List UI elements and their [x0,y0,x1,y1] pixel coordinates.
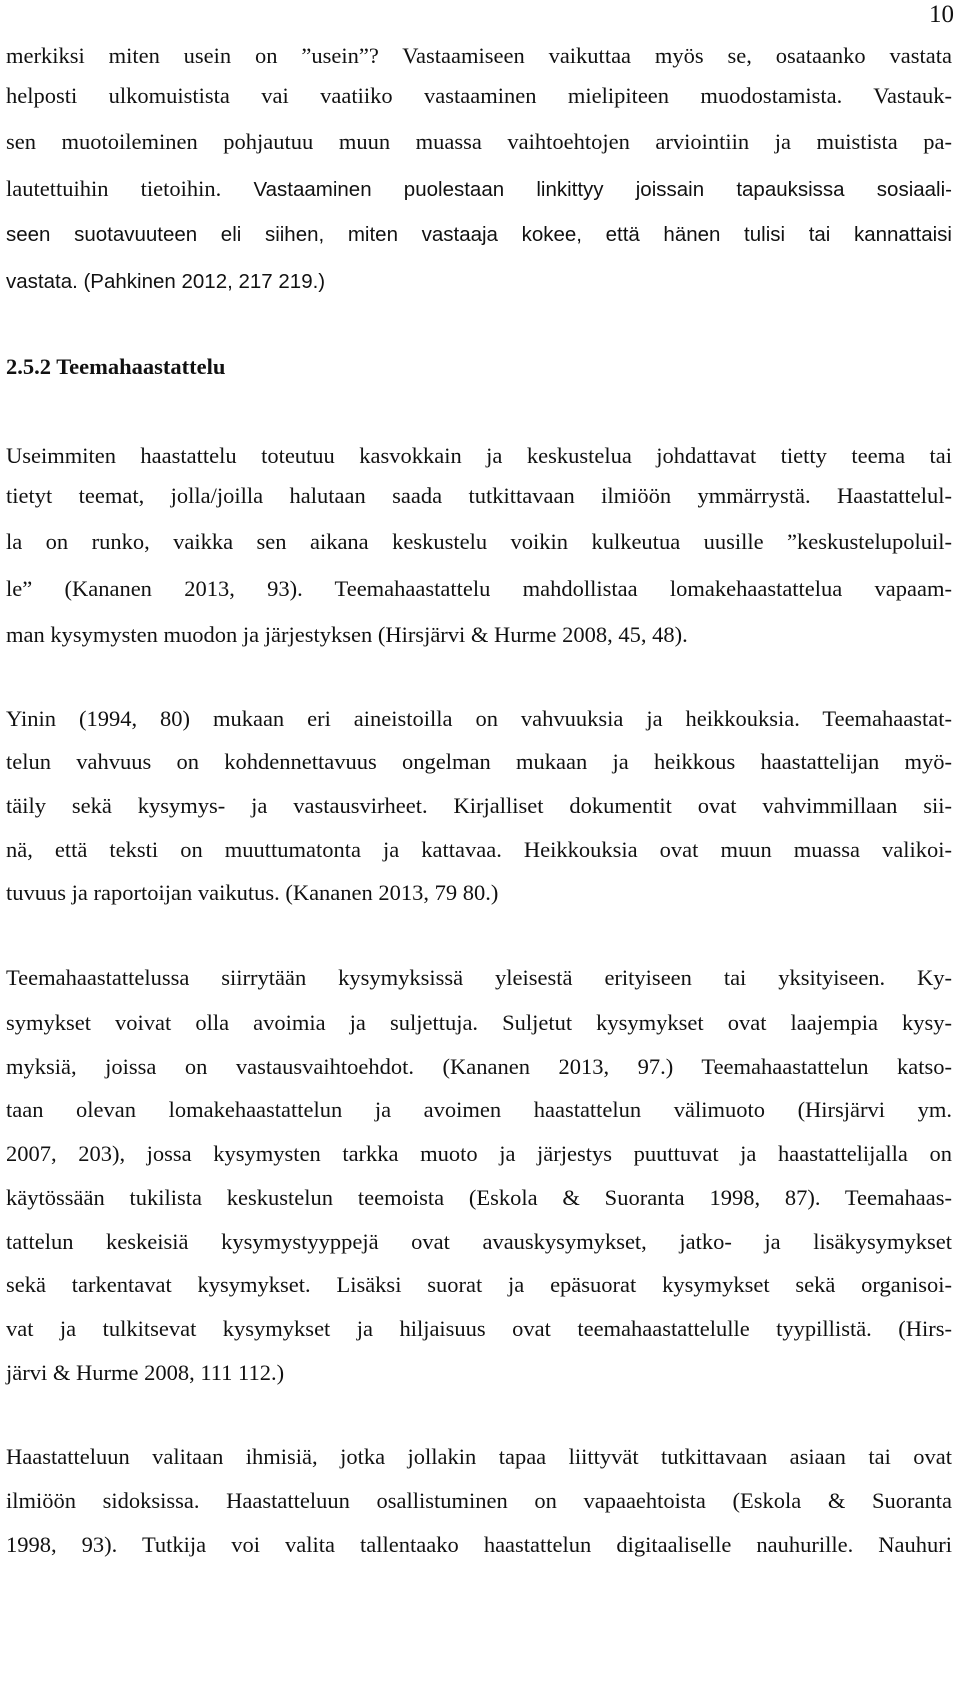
intro-paragraph-line: vastata. (Pahkinen 2012, 217 219.) [6,270,326,293]
paragraph-line: Yinin (1994, 80) mukaan eri aineistoilla on vahvuuksia ja heikkouksia. Teemahaastat- [6,706,952,731]
paragraph-line: järvi & Hurme 2008, 111 112.) [6,1360,285,1385]
paragraph-line: tattelun keskeisiä kysymystyyppejä ovat avauskysymykset, jatko- ja lisäkysymykset [6,1229,952,1254]
paragraph-line: le” (Kananen 2013, 93). Teemahaastattelu mahdollistaa lomakehaastattelua vapaam- [6,576,952,601]
paragraph-line: täily sekä kysymys- ja vastausvirheet. Kirjalliset dokumentit ovat vahvimmillaan sii- [6,793,952,818]
intro-paragraph-line: sen muotoileminen pohjautuu muun muassa vaihtoehtojen arviointiin ja muistista pa- [6,129,952,154]
paragraph-line: nä, että teksti on muuttumatonta ja kattavaa. Heikkouksia ovat muun muassa valikoi- [6,837,952,862]
page-number: 10 [929,1,954,28]
paragraph-line: tuvuus ja raportoijan vaikutus. (Kananen 2013, 79 80.) [6,880,499,905]
intro-paragraph-line: helposti ulkomuistista vai vaatiiko vastaaminen mielipiteen muodostamista. Vastauk- [6,83,952,108]
intro-paragraph-line: seen suotavuuteen eli siihen, miten vastaaja kokee, että hänen tulisi tai kannattaisi [6,223,952,246]
paragraph-line: ilmiöön sidoksissa. Haastatteluun osallistuminen on vapaaehtoista (Eskola & Suoranta [6,1488,952,1513]
paragraph-line: Haastatteluun valitaan ihmisiä, jotka jollakin tapaa liittyvät tutkittavaan asiaan tai ovat [6,1444,952,1469]
section-number: 2.5.2 [6,354,51,379]
section-title: Teemahaastattelu [56,354,226,379]
paragraph-line: sekä tarkentavat kysymykset. Lisäksi suorat ja epäsuorat kysymykset sekä organisoi- [6,1272,952,1297]
paragraph-line: 1998, 93). Tutkija voi valita tallentaako haastattelun digitaaliselle nauhurille. Nauhuri [6,1532,952,1557]
paragraph-line: taan olevan lomakehaastattelun ja avoimen haastattelun välimuoto (Hirsjärvi ym. [6,1097,952,1122]
paragraph-line: man kysymysten muodon ja järjestyksen (Hirsjärvi & Hurme 2008, 45, 48). [6,622,688,647]
paragraph-line: 2007, 203), jossa kysymysten tarkka muoto ja järjestys puuttuvat ja haastattelijalla on [6,1141,952,1166]
intro-paragraph-line [6,173,952,205]
paragraph-line: Teemahaastattelussa siirrytään kysymyksissä yleisestä erityiseen tai yksityiseen. Ky- [6,965,952,990]
paragraph-line: vat ja tulkitsevat kysymykset ja hiljaisuus ovat teemahaastattelulle tyypillistä. (Hirs- [6,1316,952,1341]
text-run-sans: Vastaaminen puolestaan linkittyy joissain tapauksissa sosiaali- [221,178,952,201]
paragraph-line: tietyt teemat, jolla/joilla halutaan saada tutkittavaan ilmiöön ymmärrystä. Haastattelul- [6,483,952,508]
paragraph-line: käytössään tukilista keskustelun teemoista (Eskola & Suoranta 1998, 87). Teemahaas- [6,1185,952,1210]
intro-paragraph-line: merkiksi miten usein on ”usein”? Vastaamiseen vaikuttaa myös se, osataanko vastata [6,43,952,68]
paragraph-line: la on runko, vaikka sen aikana keskustelu voikin kulkeutua uusille ”keskustelupoluil- [6,529,952,554]
paragraph-line: Useimmiten haastattelu toteutuu kasvokkain ja keskustelua johdattavat tietty teema tai [6,443,952,468]
paragraph-line: telun vahvuus on kohdennettavuus ongelman mukaan ja heikkous haastattelijan myö- [6,749,952,774]
paragraph-line: myksiä, joissa on vastausvaihtoehdot. (Kananen 2013, 97.) Teemahaastattelun katso- [6,1054,952,1079]
text-run-serif: lautettuihin tietoihin. [6,176,222,201]
section-heading [6,351,952,383]
paragraph-line: symykset voivat olla avoimia ja suljettuja. Suljetut kysymykset ovat laajempia kysy- [6,1010,952,1035]
